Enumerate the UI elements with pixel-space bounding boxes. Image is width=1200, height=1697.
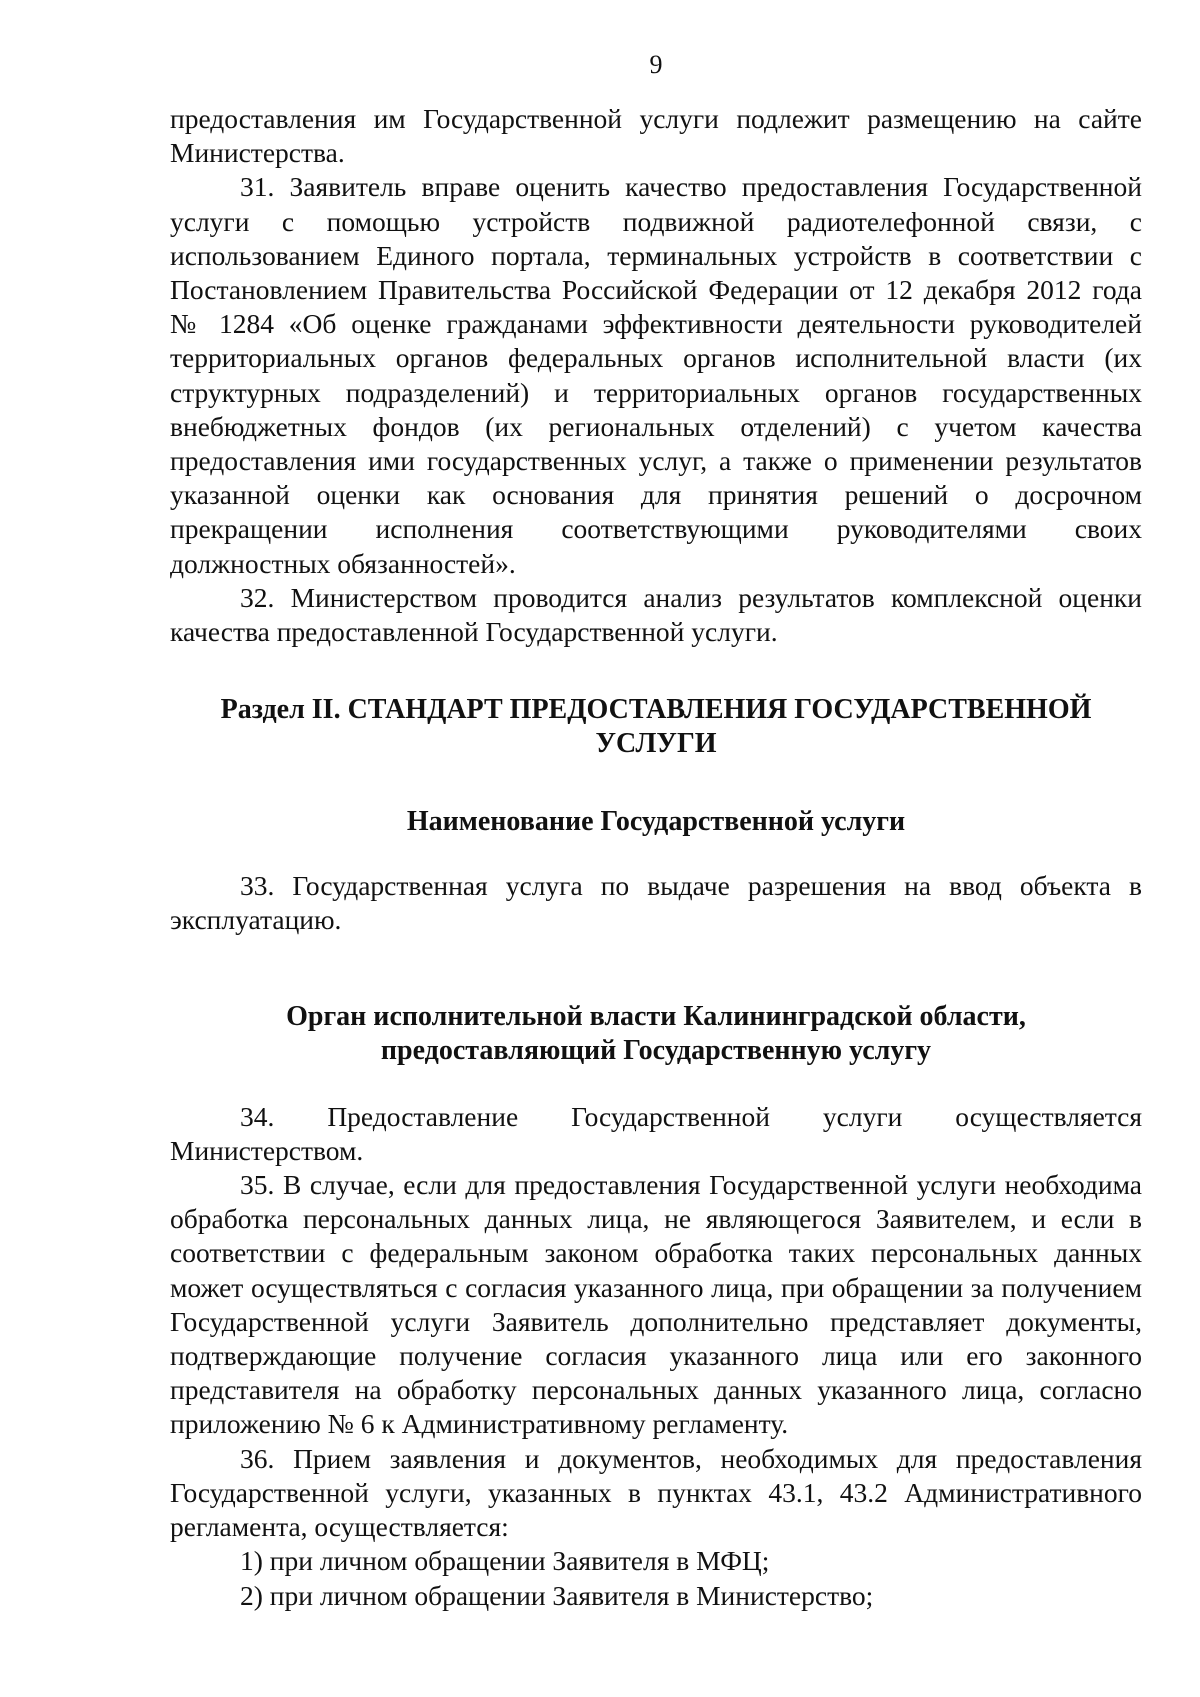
paragraph-32: 32. Министерством проводится анализ результатов комплексной оценки качества предоставленной Государственной услуги. <box>170 581 1142 648</box>
paragraph-31: 31. Заявитель вправе оценить качество предоставления Государственной услуги с помощью устройств подвижной радиотелефонной связи, с использованием Единого портала, терминальных устройств в соответствии с Постановлением Правительства Российской Федерации от 12 декабря 2012 года № 1284 «Об оценке гражданами эффективности деятельности руководителей территориальных органов федеральных органов исполнительной власти (их структурных подразделений) и территориальных органов государственных внебюджетных фондов (их региональных отделений) с учетом качества предоставления ими государственных услуг, а также о применении результатов указанной оценки как основания для принятия решений о досрочном прекращении исполнения соответствующими руководителями своих должностных обязанностей». <box>170 171 1142 579</box>
subheading-authority-line-1: Орган исполнительной власти Калининградской области, <box>286 1000 1026 1032</box>
section-heading-line-1: Раздел II. СТАНДАРТ ПРЕДОСТАВЛЕНИЯ ГОСУДАРСТВЕННОЙ <box>220 694 1092 726</box>
paragraph-36: 36. Прием заявления и документов, необходимых для предоставления Государственной услуги, указанных в пунктах 43.1, 43.2 Административного регламента, осуществляется: <box>170 1442 1142 1543</box>
subheading-authority-line-2: предоставляющий Государственную услугу <box>380 1034 932 1066</box>
section-heading <box>170 693 1142 761</box>
paragraph-34: 34. Предоставление Государственной услуги осуществляется Министерством. <box>170 1100 1142 1166</box>
page-number: 9 <box>649 50 663 79</box>
subheading-authority <box>170 1000 1142 1068</box>
paragraph-33: 33. Государственная услуга по выдаче разрешения на ввод объекта в эксплуатацию. <box>170 870 1142 936</box>
list-item: 1) при личном обращении Заявителя в МФЦ; <box>240 1545 770 1577</box>
list-item: 2) при личном обращении Заявителя в Министерство; <box>240 1579 874 1611</box>
document-page <box>170 48 1142 1613</box>
section-heading-line-2: УСЛУГИ <box>595 728 717 760</box>
paragraph-30-continuation: предоставления им Государственной услуги подлежит размещению на сайте Министерства. <box>170 103 1142 169</box>
paragraph-35: 35. В случае, если для предоставления Государственной услуги необходима обработка персональных данных лица, не являющегося Заявителем, и если в соответствии с федеральным законом обработка таких персональных данных может осуществляться с согласия указанного лица, при обращении за получением Государственной услуги Заявитель дополнительно представляет документы, подтверждающие получение согласия указанного лица или его законного представителя на обработку персональных данных указанного лица, согласно приложению № 6 к Административному регламенту. <box>170 1169 1142 1440</box>
subheading-service-name: Наименование Государственной услуги <box>406 806 906 838</box>
